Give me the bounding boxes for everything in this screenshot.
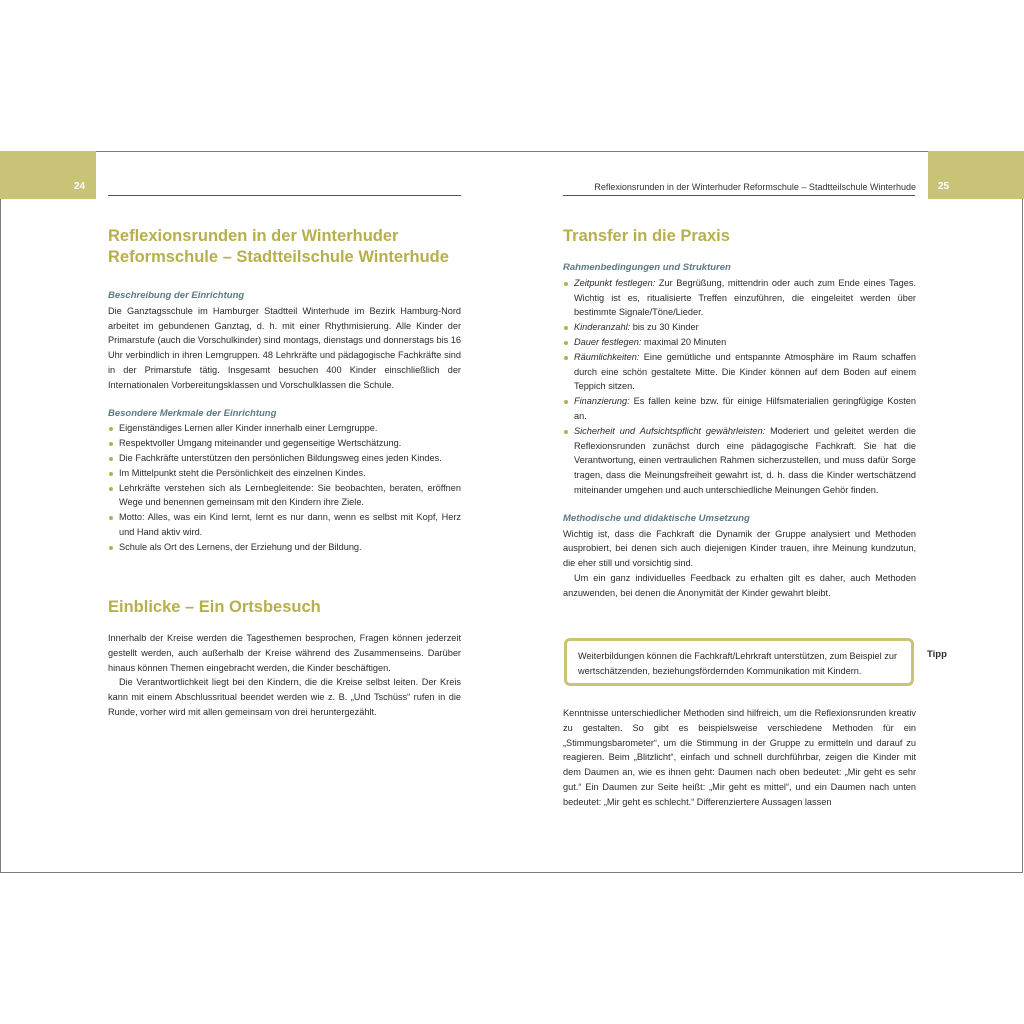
page-number-left: 24 — [74, 181, 86, 192]
item-text: Zur Begrüßung, mittendrin oder auch zum Ende eines Tages. Wichtig ist es, ritualisierte Treffen einzuführen, die eingeleitet werden über bestimmte Signale/Töne/Lieder. — [574, 277, 917, 318]
item-text: maximal 20 Minuten — [641, 336, 727, 347]
description-paragraph: Die Ganztagsschule im Hamburger Stadtteil Winterhude im Bezirk Hamburg-Nord arbeitet im gebundenen Ganztag, d. h. mit einer Rhythmisierung. Alle Kinder der Primarstufe (auch die Vorschulkinder) sind montags, dienstags und donnerstags bis 16 Uhr verbindlich in ihren Lerngruppen. 48 Lehrkräfte und pädagogische Fachkräfte sind in der Primarstufe tätig. Insgesamt besuchen 400 Kinder einschließlich der Internationalen Vorbereitungsklassen und Vorschulklassen die Schule. — [108, 305, 461, 390]
item-label: Finanzierung: — [574, 396, 630, 407]
item-label: Kinderanzahl: — [574, 322, 631, 333]
list-item: Eigenständiges Lernen aller Kinder innerhalb einer Lerngruppe. — [108, 421, 461, 436]
list-item: Lehrkräfte verstehen sich als Lernbegleitende: Sie beobachten, beraten, eröffnen Wege und benennen gemeinsam mit den Kindern ihre Ziele. — [108, 481, 461, 511]
running-head: Reflexionsrunden in der Winterhuder Reformschule – Stadtteilschule Winterhude — [594, 182, 916, 192]
conditions-list — [563, 276, 916, 498]
list-item — [563, 276, 916, 320]
left-page-section3 — [108, 597, 461, 720]
section-subtitle: Methodische und didaktische Umsetzung — [563, 512, 750, 524]
section-subtitle: Rahmenbedingungen und Strukturen — [563, 262, 731, 273]
item-text: Es fallen keine bzw. für einige Hilfsmaterialien geringfügige Kosten an. — [574, 396, 916, 421]
tip-text: Weiterbildungen können die Fachkraft/Lehrkraft unterstützen, zum Beispiel zur wertschätzenden, beziehungsfördernden Kommunikation mit Kindern. — [578, 651, 898, 676]
page-tab-left — [0, 151, 96, 199]
body-paragraph: Die Verantwortlichkeit liegt bei den Kindern, die die Kreise selbst leiten. Der Kreis kann mit einem Abschlussritual beendet werden wie z. B. „Und Tschüss“ rufen in die Runde, vorher wird mit allen gemeinsam von drei heruntergezählt. — [108, 677, 461, 717]
page-number-right: 25 — [938, 181, 950, 192]
header-rule-right — [563, 195, 915, 196]
item-label: Dauer festlegen: — [574, 336, 642, 347]
page-title-left: Reflexionsrunden in der Winterhuder Reformschule – Stadtteilschule Winterhude — [108, 227, 449, 266]
body-paragraph: Innerhalb der Kreise werden die Tagesthemen besprochen, Fragen können jederzeit gestellt werden, auch außerhalb der Kreise während des Zusammenseins. Darüber hinaus können Themen eingebracht werden, die Kinder beschäftigen. — [108, 633, 461, 673]
list-item — [563, 394, 916, 424]
right-page-content — [563, 226, 916, 601]
section-title: Einblicke – Ein Ortsbesuch — [108, 598, 321, 616]
features-list — [108, 421, 461, 554]
item-text: Moderiert und geleitet werden die Reflexionsrunden zunächst durch eine pädagogische Fachkraft. Sie hat die Verantwortung, einen vertraulichen Rahmen sicherzustellen, und muss dafür Sorge tragen, dass die Meinungsfreiheit gewahrt ist, d. h. dass die Kinder wertschätzend miteinander umgehen und auch unterschiedliche Meinungen Gehör finden. — [574, 425, 916, 495]
body-paragraph: Wichtig ist, dass die Fachkraft die Dynamik der Gruppe analysiert und Methoden ausprobiert, bei denen sich auch diejenigen Kinder trauen, ihre Meinung kundzutun, die eher still und vorsichtig sind. — [563, 528, 916, 569]
header-rule-left — [108, 195, 461, 196]
section-subtitle: Beschreibung der Einrichtung — [108, 290, 245, 301]
list-item — [563, 424, 916, 498]
tip-box — [564, 638, 914, 686]
item-text: Eine gemütliche und entspannte Atmosphäre im Raum schaffen durch eine schön gestaltete Mitte. Die Kinder können auf dem Boden auf einem Teppich sitzen. — [574, 351, 916, 392]
item-label: Räumlichkeiten: — [574, 351, 640, 362]
list-item — [563, 350, 916, 394]
tip-label: Tipp — [927, 649, 947, 660]
list-item: Motto: Alles, was ein Kind lernt, lernt es nur dann, wenn es selbst mit Kopf, Herz und Hand aktiv wird. — [108, 510, 461, 540]
item-label: Sicherheit und Aufsichtspflicht gewährleisten: — [574, 425, 766, 436]
body-paragraph: Um ein ganz individuelles Feedback zu erhalten gilt es daher, auch Methoden anzuwenden, bei denen die Anonymität der Kinder gewahrt bleibt. — [563, 572, 916, 598]
list-item — [563, 320, 916, 335]
section-subtitle: Besondere Merkmale der Einrichtung — [108, 407, 277, 419]
body-paragraph: Kenntnisse unterschiedlicher Methoden sind hilfreich, um die Reflexionsrunden kreativ zu gestalten. So gibt es beispielsweise verschiedene Methoden für ein „Stimmungsbarometer“, um die Stimmung in der Gruppe zu ermitteln und darauf zu reagieren. Beim „Blitzlicht“, einfach und schnell durchführbar, zeigen die Kinder mit dem Daumen an, wie es ihnen geht: Daumen nach oben bedeutet: „Mir geht es sehr gut.“ Ein Daumen zur Seite heißt: „Mir geht es mittel“, und ein Daumen nach unten bedeutet: „Mir geht es schlecht.“ Differenziertere Aussagen lassen — [563, 708, 916, 807]
page-tab-right — [928, 151, 1024, 199]
item-label: Zeitpunkt festlegen: — [574, 277, 656, 288]
item-text: bis zu 30 Kinder — [630, 322, 699, 333]
list-item: Die Fachkräfte unterstützen den persönlichen Bildungsweg eines jeden Kindes. — [108, 451, 461, 466]
list-item: Respektvoller Umgang miteinander und gegenseitige Wertschätzung. — [108, 436, 461, 451]
list-item: Schule als Ort des Lernens, der Erziehung und der Bildung. — [108, 540, 461, 555]
left-page-content — [108, 226, 461, 555]
list-item — [563, 335, 916, 350]
list-item: Im Mittelpunkt steht die Persönlichkeit des einzelnen Kindes. — [108, 466, 461, 481]
page-title-right: Transfer in die Praxis — [563, 227, 730, 245]
right-page-closing — [563, 706, 916, 810]
